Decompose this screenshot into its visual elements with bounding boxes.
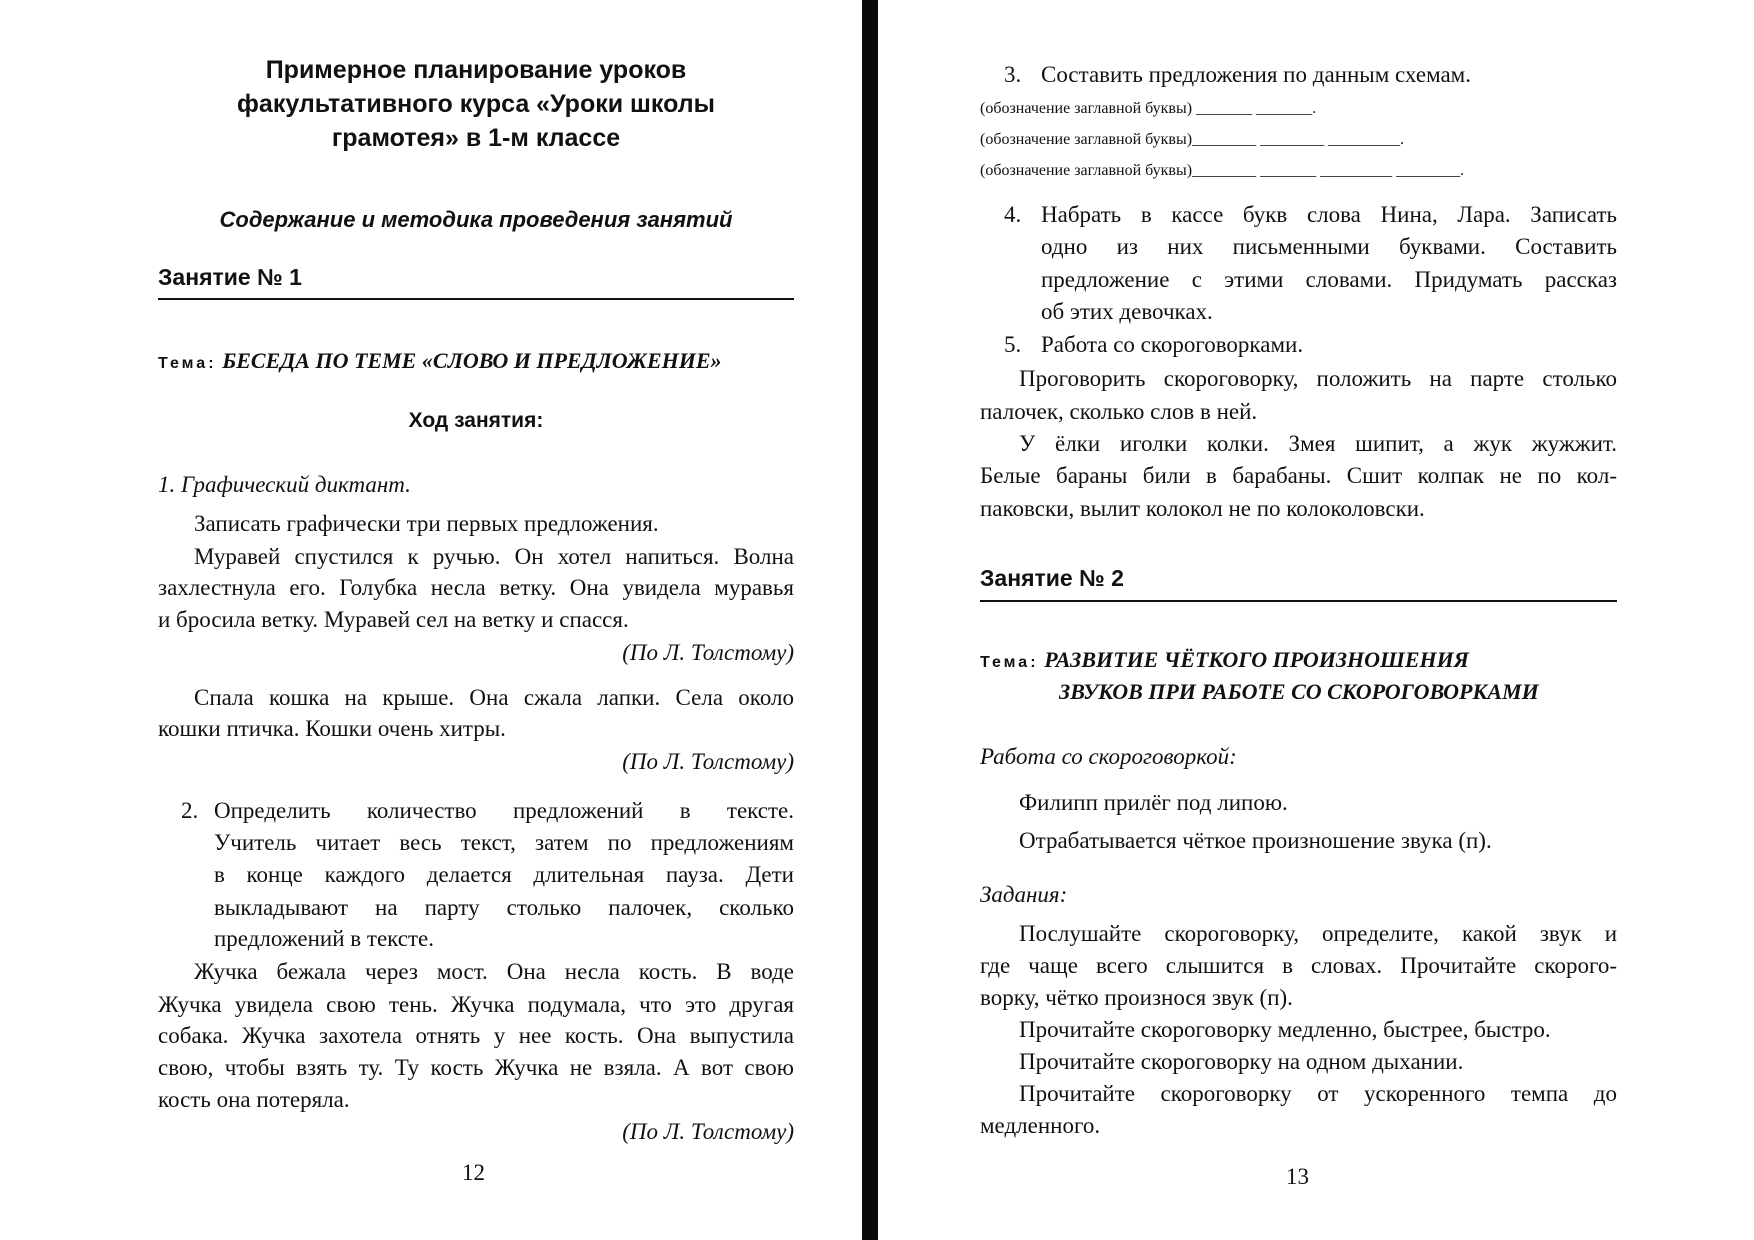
scheme-line: (обозначение заглавной буквы) _______ _______. (980, 100, 1317, 117)
topic-text: РАЗВИТИЕ ЧЁТКОГО ПРОИЗНОШЕНИЯ (1044, 647, 1469, 672)
list-number: 4. (1004, 202, 1022, 227)
page-number: 12 (462, 1160, 485, 1185)
attribution: (По Л. Толстому) (622, 1119, 794, 1144)
list-line: Составить предложения по данным схемам. (1041, 62, 1471, 87)
paragraph-line: захлестнула его. Голубка несла ветку. Она увидела муравья (158, 575, 794, 600)
book-spine (862, 0, 878, 1240)
list-number: 2. (181, 798, 199, 823)
list-line: одно из них письменными буквами. Составить (1041, 234, 1617, 259)
page-title: факультативного курса «Уроки школы (237, 90, 715, 118)
heading-rule (980, 600, 1617, 602)
progress-heading: Ход занятия: (408, 409, 544, 432)
paragraph-line: свою, чтобы взять ту. Ту кость Жучка не взяла. А вот свою (158, 1055, 794, 1080)
list-line: Определить количество предложений в тексте. (214, 798, 794, 823)
list-line: Работа со скороговорками. (1041, 332, 1304, 357)
paragraph-line: Прочитайте скороговорку на одном дыхании. (1019, 1049, 1464, 1074)
list-line: предложений в тексте. (214, 926, 434, 951)
paragraph-line: Проговорить скороговорку, положить на парте столько (1019, 366, 1617, 391)
paragraph-line: Белые бараны били в барабаны. Сшит колпак не по кол- (980, 463, 1617, 488)
paragraph-line: и бросила ветку. Муравей сел на ветку и спасся. (158, 607, 629, 632)
paragraph-line: кошки птичка. Кошки очень хитры. (158, 716, 506, 741)
lesson-heading: Занятие № 2 (980, 565, 1124, 591)
scheme-line: (обозначение заглавной буквы)________ ________ _________. (980, 131, 1405, 148)
lesson-heading: Занятие № 1 (158, 264, 302, 290)
section-heading: Задания: (980, 882, 1068, 907)
list-line: в конце каждого делается длительная пауза. Дети (214, 862, 794, 887)
list-line: Набрать в кассе букв слова Нина, Лара. Записать (1041, 202, 1617, 227)
list-number: 3. (1004, 62, 1022, 87)
paragraph-line: Послушайте скороговорку, определите, какой звук и (1019, 921, 1617, 946)
task-title: 1. Графический диктант. (158, 472, 411, 497)
paragraph-line: паковски, вылит колокол не по колоколовски. (980, 496, 1425, 521)
topic-label: Тема: (980, 654, 1039, 671)
heading-rule (158, 298, 794, 300)
paragraph-line: Муравей спустился к ручью. Он хотел напиться. Волна (194, 544, 794, 569)
topic-text: БЕСЕДА ПО ТЕМЕ «СЛОВО И ПРЕДЛОЖЕНИЕ» (222, 348, 722, 373)
paragraph-line: Жучка бежала через мост. Она несла кость. В воде (194, 959, 794, 984)
topic-line (980, 644, 1617, 679)
topic-line (158, 345, 794, 380)
attribution: (По Л. Толстому) (622, 640, 794, 665)
paragraph-line: Прочитайте скороговорку медленно, быстрее, быстро. (1019, 1017, 1551, 1042)
topic-label: Тема: (158, 355, 217, 372)
list-line: об этих девочках. (1041, 299, 1213, 324)
paragraph-line: собака. Жучка захотела отнять у нее кость. Она выпустила (158, 1023, 794, 1048)
page-number: 13 (1286, 1164, 1309, 1189)
paragraph-line: Спала кошка на крыше. Она сжала лапки. Села около (194, 685, 794, 710)
list-line: выкладывают на парту столько палочек, сколько (214, 895, 794, 920)
list-line: предложение с этими словами. Придумать рассказ (1041, 267, 1617, 292)
page-title: Примерное планирование уроков (265, 56, 687, 84)
section-heading: Работа со скороговоркой: (980, 744, 1237, 769)
page-title: грамотея» в 1-м классе (331, 124, 621, 152)
paragraph-line: Прочитайте скороговорку от ускоренного темпа до (1019, 1081, 1617, 1106)
paragraph-line: Записать графически три первых предложения. (194, 511, 659, 536)
tongue-twister: Филипп прилёг под липою. (1019, 790, 1288, 815)
attribution: (По Л. Толстому) (622, 749, 794, 774)
paragraph-line: где чаще всего слышится в словах. Прочитайте скорого- (980, 953, 1617, 978)
paragraph-line: ворку, чётко произнося звук (п). (980, 985, 1293, 1010)
list-line: Учитель читает весь текст, затем по предложениям (214, 830, 794, 855)
paragraph-line: У ёлки иголки колки. Змея шипит, а жук жужжит. (1019, 431, 1617, 456)
paragraph-line: Отрабатывается чёткое произношение звука (п). (1019, 828, 1492, 853)
paragraph-line: медленного. (980, 1113, 1101, 1138)
scheme-line: (обозначение заглавной буквы)________ _______ _________ ________. (980, 162, 1465, 179)
section-subtitle: Содержание и методика проведения занятий (219, 207, 733, 232)
list-number: 5. (1004, 332, 1022, 357)
paragraph-line: Жучка увидела свою тень. Жучка подумала, что это другая (158, 992, 794, 1017)
topic-text: ЗВУКОВ ПРИ РАБОТЕ СО СКОРОГОВОРКАМИ (1059, 679, 1539, 704)
paragraph-line: кость она потеряла. (158, 1087, 350, 1112)
paragraph-line: палочек, сколько слов в ней. (980, 399, 1258, 424)
